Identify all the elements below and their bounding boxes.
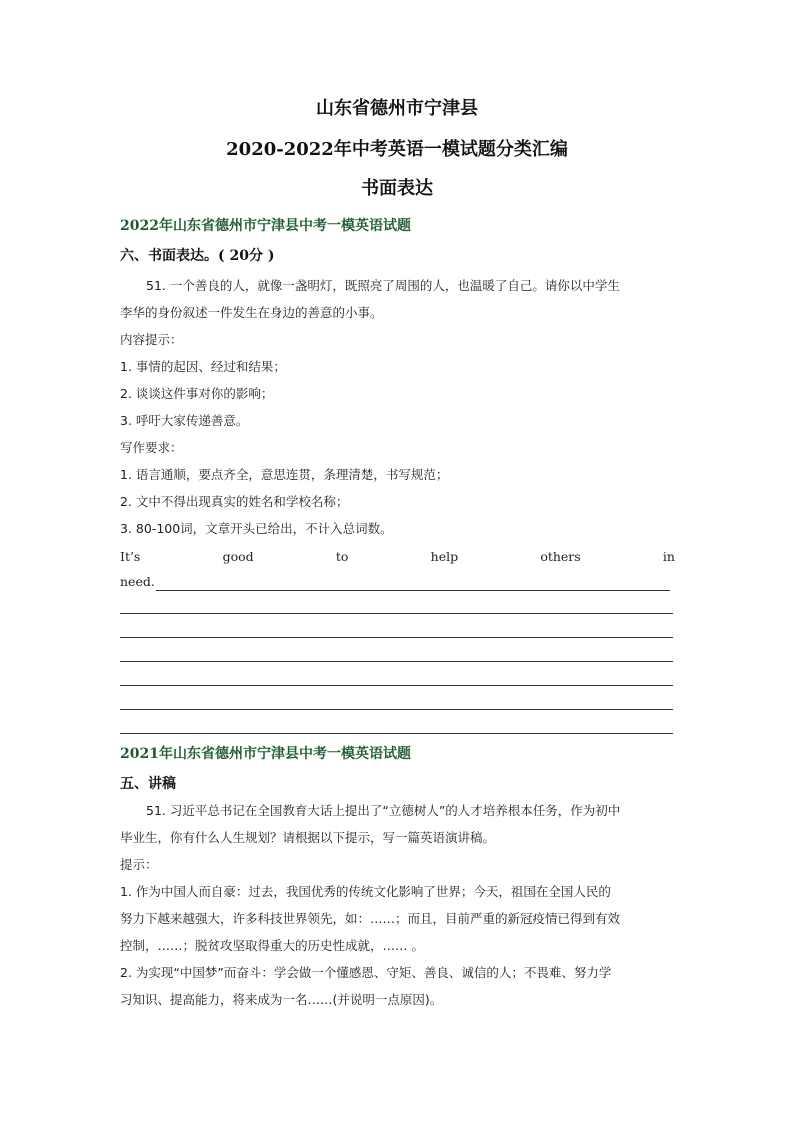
opening-end-word: need. — [120, 574, 155, 589]
section-2021-part-title: 五、讲稿 — [120, 776, 176, 792]
section-2021-prompt-line: 毕业生，你有什么人生规划？请根据以下提示，写一篇英语演讲稿。 — [120, 830, 496, 845]
section-2022-requirement-label: 写作要求： — [120, 440, 183, 455]
section-2022-prompt-line: 李华的身份叙述一件发生在身边的善意的小事。 — [120, 305, 383, 320]
section-2022-requirement-item: 3. 80-100词，文章开头已给出，不计入总词数。 — [120, 521, 393, 536]
section-2022-content-hint-label: 内容提示： — [120, 332, 183, 347]
opening-word: others — [540, 549, 581, 564]
section-2021-hint-line: 习知识、提高能力，将来成为一名……(并说明一点原因)。 — [120, 992, 443, 1007]
section-2021-prompt-line: 51. 习近平总书记在全国教育大话上提出了“立德树人”的人才培养根本任务，作为初中 — [146, 803, 621, 818]
section-2021-hint-line: 2. 为实现“中国梦”而奋斗：学会做一个懂感恩、守矩、善良、诚信的人；不畏难、努力学 — [120, 965, 612, 980]
section-2022-hint-item: 2. 谈谈这件事对你的影响； — [120, 386, 274, 401]
opening-word: help — [430, 549, 459, 564]
answer-blank-line[interactable] — [120, 709, 673, 710]
section-2022-part-title: 六、书面表达。( 20分 ) — [120, 248, 275, 264]
answer-blank-line[interactable] — [156, 576, 670, 591]
opening-word: It’s — [120, 549, 141, 564]
opening-word: to — [335, 549, 349, 564]
document-title-topic: 书面表达 — [361, 178, 433, 199]
essay-opening-line — [120, 548, 675, 566]
section-2021-hint-label: 提示： — [120, 857, 158, 872]
answer-blank-line[interactable] — [120, 661, 673, 662]
section-2022-hint-item: 3. 呼吁大家传递善意。 — [120, 413, 249, 428]
section-2021-hint-line: 1. 作为中国人而自豪：过去，我国优秀的传统文化影响了世界；今天，祖国在全国人民的 — [120, 884, 611, 899]
section-2022-requirement-item: 1. 语言通顺，要点齐全，意思连贯，条理清楚，书写规范； — [120, 467, 449, 482]
section-2022-heading: 2022年山东省德州市宁津县中考一模英语试题 — [120, 218, 411, 234]
answer-blank-line[interactable] — [120, 685, 673, 686]
section-2021-hint-line: 努力下越来越强大，许多科技世界领先，如：……；而且，目前严重的新冠疫情已得到有效 — [120, 911, 621, 926]
opening-word: in — [662, 549, 675, 564]
section-2022-requirement-item: 2. 文中不得出现真实的姓名和学校名称； — [120, 494, 349, 509]
section-2022-prompt-line: 51. 一个善良的人，就像一盏明灯，既照亮了周围的人，也温暖了自己。请你以中学生 — [146, 278, 620, 293]
answer-blank-line[interactable] — [120, 637, 673, 638]
opening-word: good — [222, 549, 254, 564]
section-2022-hint-item: 1. 事情的起因、经过和结果； — [120, 359, 286, 374]
section-2021-heading: 2021年山东省德州市宁津县中考一模英语试题 — [120, 746, 411, 762]
answer-blank-line[interactable] — [120, 613, 673, 614]
section-2021-hint-line: 控制，……；脱贫攻坚取得重大的历史性成就，…… 。 — [120, 938, 424, 953]
document-title-region: 山东省德州市宁津县 — [316, 98, 478, 119]
essay-opening-continuation — [120, 573, 670, 591]
document-title-years: 2020-2022年中考英语一模试题分类汇编 — [226, 139, 568, 160]
answer-blank-line[interactable] — [120, 733, 673, 734]
